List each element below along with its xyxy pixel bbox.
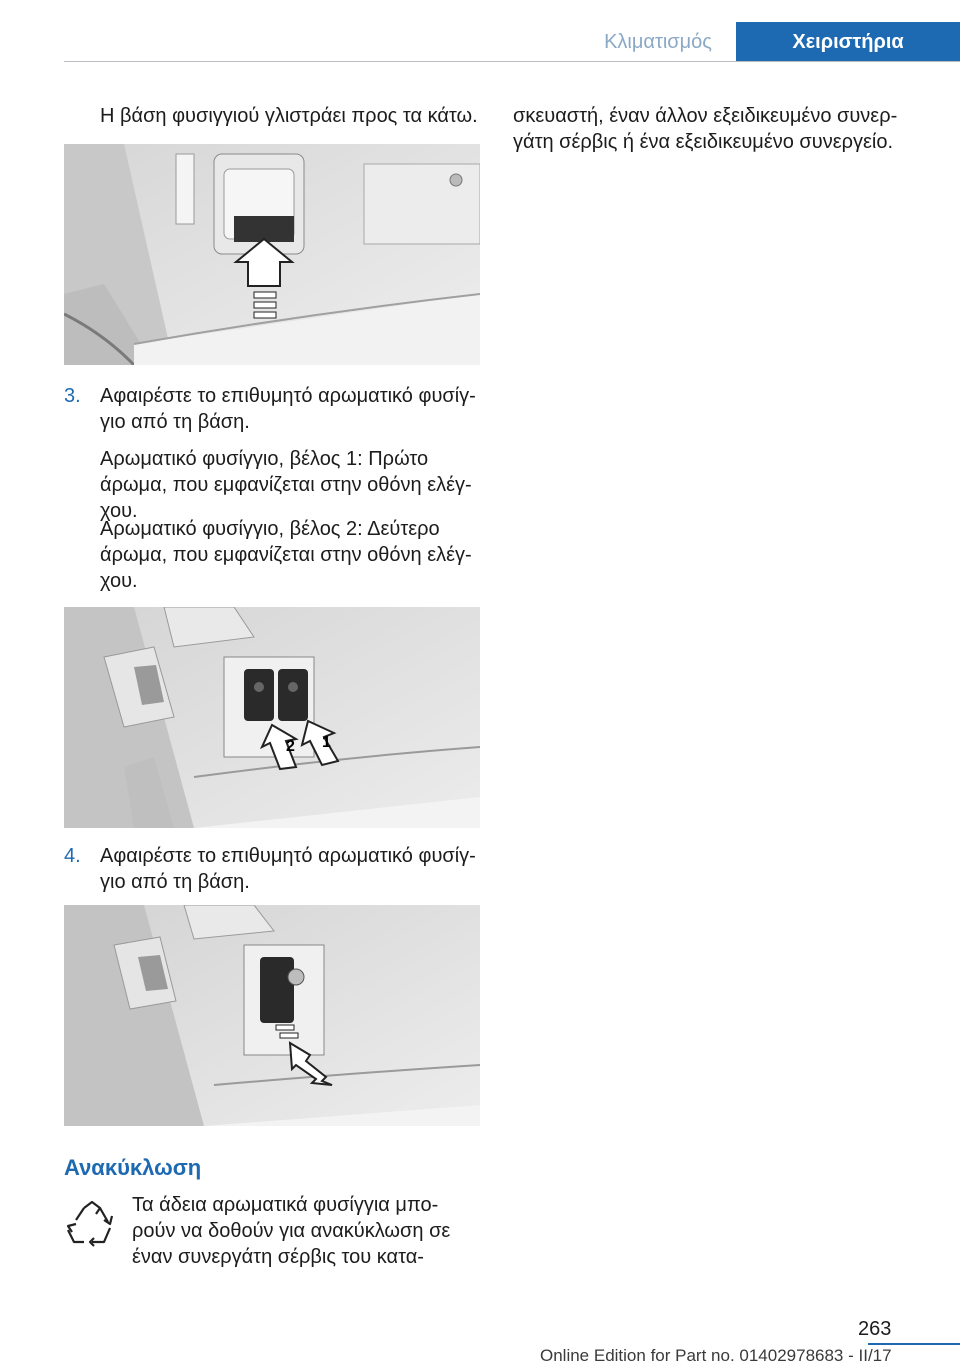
footer-edition: Online Edition for Part no. 01402978683 - II/17 (540, 1346, 892, 1362)
intro-text: Η βάση φυσιγγιού γλιστράει προς τα κάτω. (100, 105, 478, 127)
step-3-text-line2: γιο από τη βάση. (100, 411, 250, 433)
photo2-arrow-label-1: 1 (322, 734, 331, 751)
step-3-number: 3. (64, 385, 81, 407)
step-3-text-line1: Αφαιρέστε το επιθυμητό αρωματικό φυσίγ‐ (100, 385, 476, 407)
note-arrow2-line2: άρωμα, που εμφανίζεται στην οθόνη ελέγ‐ (100, 544, 472, 566)
photo-cartridge-holder-slides (64, 144, 480, 365)
note-arrow1-line2: άρωμα, που εμφανίζεται στην οθόνη ελέγ‐ (100, 474, 472, 496)
recycling-text-line1: Τα άδεια αρωματικά φυσίγγια μπο‐ (132, 1194, 439, 1216)
footer-accent-line (868, 1343, 960, 1345)
right-cont-line2: γάτη σέρβις ή ένα εξειδικευμένο συνεργείο. (513, 131, 894, 153)
photo2-arrow-label-2: 2 (286, 738, 295, 755)
step-4-number: 4. (64, 845, 81, 867)
note-arrow1-line3: χου. (100, 500, 138, 522)
note-arrow1-line1: Αρωματικό φυσίγγιο, βέλος 1: Πρώτο (100, 448, 429, 470)
recycling-text-line3: έναν συνεργάτη σέρβις του κατα‐ (132, 1246, 424, 1268)
photo-cartridge-removal (64, 905, 480, 1126)
recycling-heading: Ανακύκλωση (64, 1155, 202, 1180)
recycling-text-line2: ρούν να δοθούν για ανακύκλωση σε (132, 1220, 451, 1242)
page-number: 263 (858, 1318, 892, 1340)
header-divider (64, 61, 960, 62)
header-section-tab[interactable]: Κλιματισμός (604, 31, 712, 53)
right-cont-line1: σκευαστή, έναν άλλον εξειδικευμένο συνερ‐ (513, 105, 898, 127)
recycle-icon (64, 1198, 120, 1254)
photo-cartridges-arrows-1-2 (64, 607, 480, 828)
step-4-text-line1: Αφαιρέστε το επιθυμητό αρωματικό φυσίγ‐ (100, 845, 476, 867)
note-arrow2-line1: Αρωματικό φυσίγγιο, βέλος 2: Δεύτερο (100, 518, 440, 540)
note-arrow2-line3: χου. (100, 570, 138, 592)
header-chapter-tab[interactable]: Χειριστήρια (736, 22, 960, 62)
step-4-text-line2: γιο από τη βάση. (100, 871, 250, 893)
